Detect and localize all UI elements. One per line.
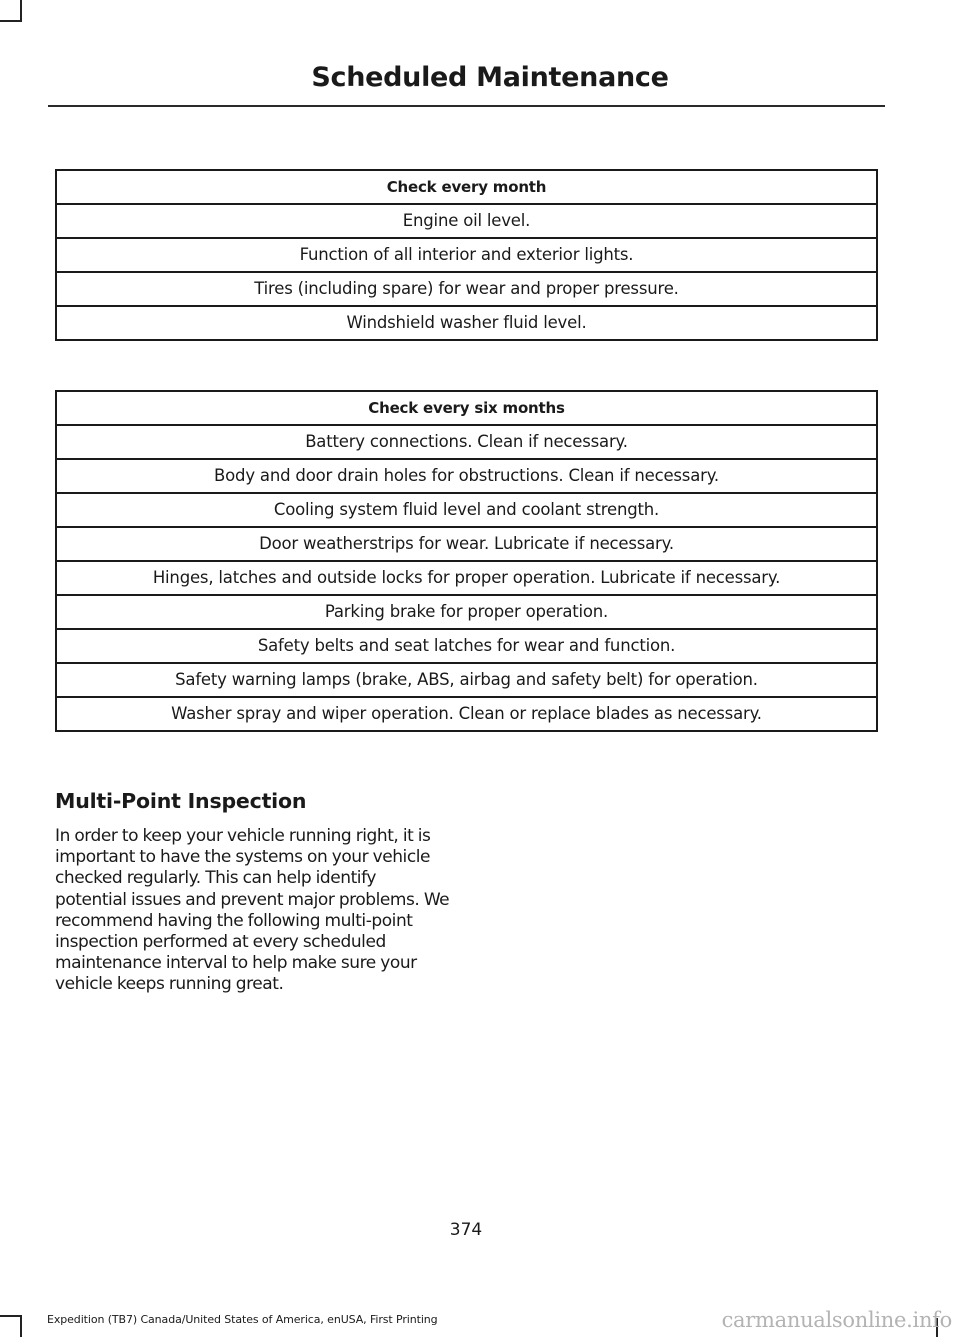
page-title: Scheduled Maintenance <box>311 62 669 93</box>
six-month-check-table <box>55 390 878 732</box>
table-header-row <box>56 391 877 425</box>
table-row <box>56 238 877 272</box>
table-row <box>56 459 877 493</box>
watermark-text: carmanualsonline.info <box>721 1308 952 1332</box>
table-cell: Battery connections. Clean if necessary. <box>56 425 877 459</box>
edition-footer: Expedition (TB7) Canada/United States of America, enUSA, First Printing <box>47 1313 438 1326</box>
table-row <box>56 663 877 697</box>
crop-mark-bottom-left-horizontal <box>0 1315 22 1317</box>
table-row <box>56 493 877 527</box>
table-cell: Parking brake for proper operation. <box>56 595 877 629</box>
table-cell: Windshield washer fluid level. <box>56 306 877 340</box>
table-cell: Engine oil level. <box>56 204 877 238</box>
table-cell: Washer spray and wiper operation. Clean or replace blades as necessary. <box>56 697 877 731</box>
table-row <box>56 629 877 663</box>
table-row <box>56 561 877 595</box>
section-body-text: In order to keep your vehicle running right, it is important to have the systems on your vehicle checked regularly. This can help identify potential issues and prevent major problems. We recommend having the following multi-point inspection performed at every scheduled maintenance interval to help make sure your vehicle keeps running great. <box>55 826 450 995</box>
table-row <box>56 527 877 561</box>
crop-mark-top-left-horizontal <box>0 20 22 22</box>
monthly-check-table <box>55 169 878 341</box>
table-cell: Tires (including spare) for wear and proper pressure. <box>56 272 877 306</box>
page-number: 374 <box>449 1220 483 1240</box>
table-cell: Safety warning lamps (brake, ABS, airbag and safety belt) for operation. <box>56 663 877 697</box>
table-cell: Cooling system fluid level and coolant strength. <box>56 493 877 527</box>
table-header-cell: Check every six months <box>56 391 877 425</box>
table-header-row <box>56 170 877 204</box>
table-cell: Body and door drain holes for obstructions. Clean if necessary. <box>56 459 877 493</box>
table-header-cell: Check every month <box>56 170 877 204</box>
crop-mark-bottom-left <box>20 1315 22 1337</box>
table-row <box>56 697 877 731</box>
section-heading: Multi-Point Inspection <box>55 789 307 813</box>
table-cell: Door weatherstrips for wear. Lubricate if necessary. <box>56 527 877 561</box>
table-row <box>56 272 877 306</box>
table-row <box>56 595 877 629</box>
table-row <box>56 306 877 340</box>
table-cell: Function of all interior and exterior lights. <box>56 238 877 272</box>
table-cell: Safety belts and seat latches for wear and function. <box>56 629 877 663</box>
table-row <box>56 204 877 238</box>
table-cell: Hinges, latches and outside locks for proper operation. Lubricate if necessary. <box>56 561 877 595</box>
title-divider <box>48 105 885 107</box>
crop-mark-top-left <box>20 0 22 22</box>
table-row <box>56 425 877 459</box>
